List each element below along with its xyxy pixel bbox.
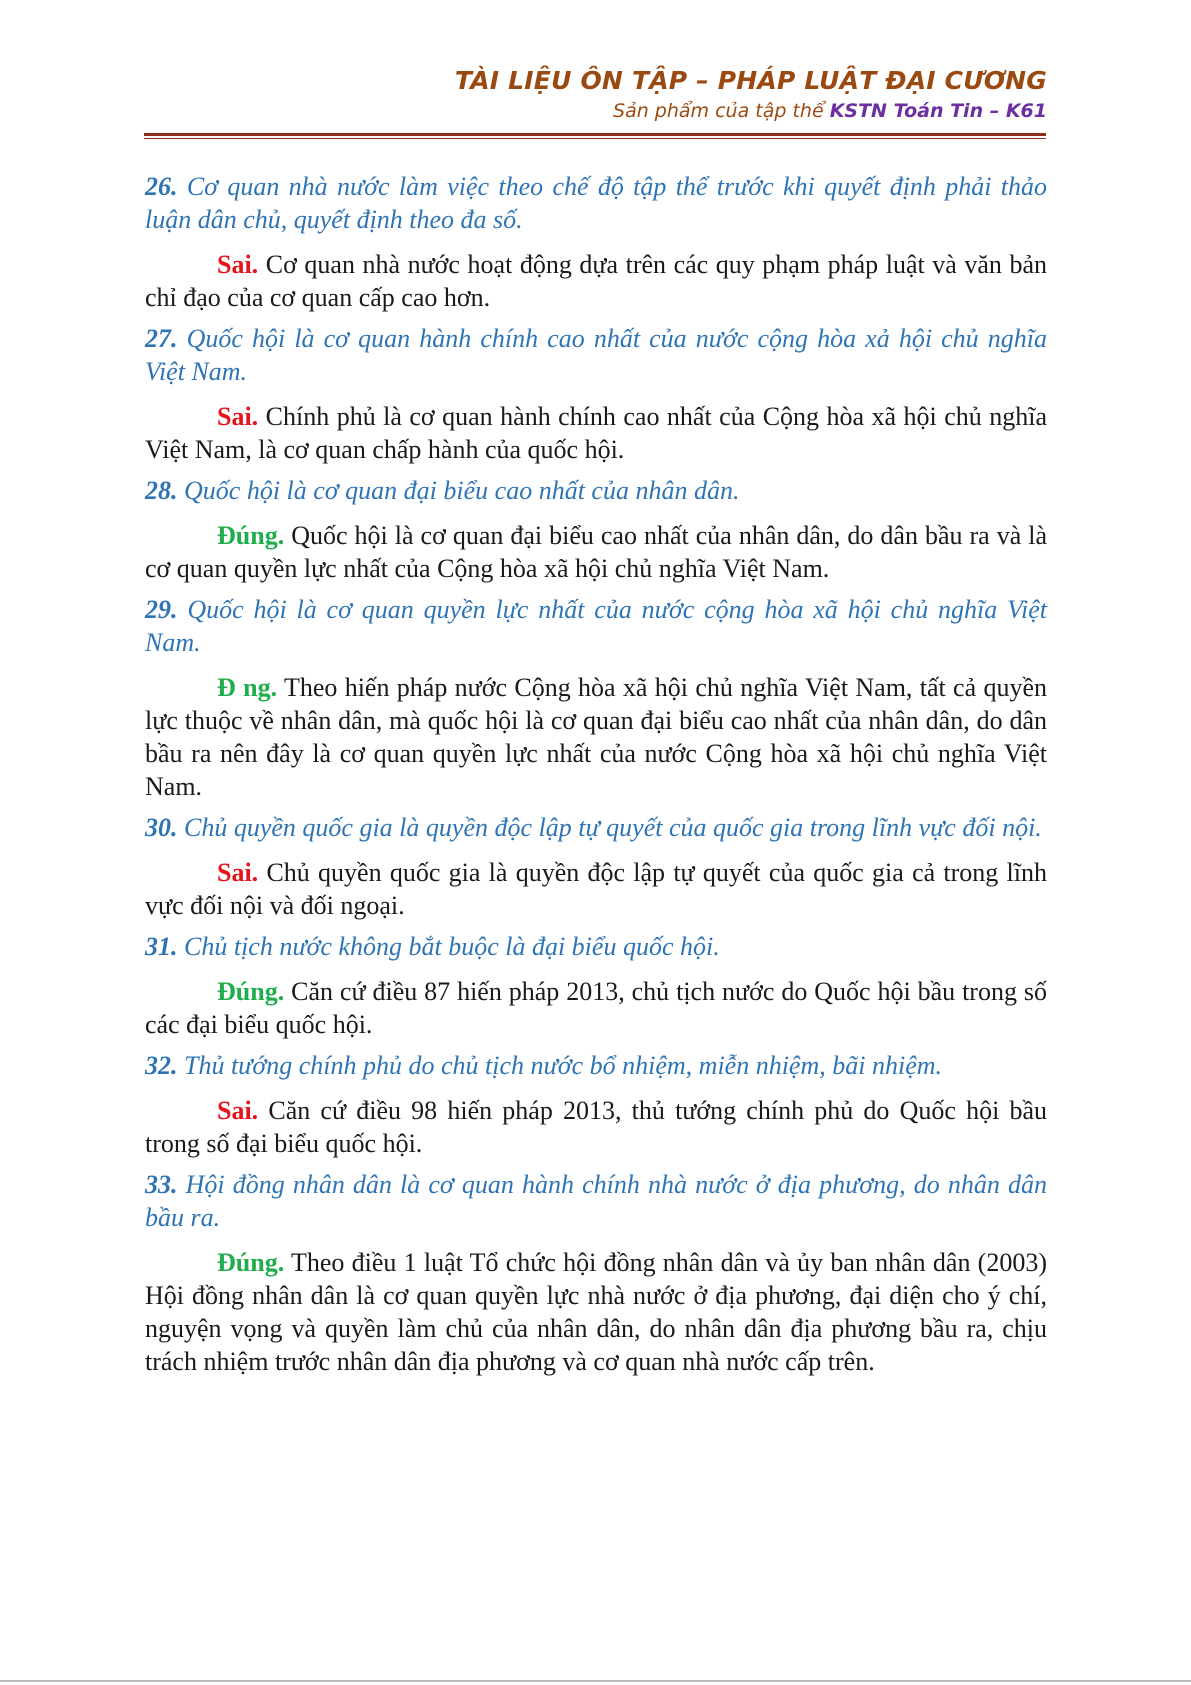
footer-line bbox=[0, 1680, 1191, 1682]
question-number: 27. bbox=[145, 324, 178, 353]
question bbox=[145, 474, 1047, 507]
answer bbox=[145, 1246, 1047, 1378]
question-number: 28. bbox=[145, 476, 178, 505]
question bbox=[145, 170, 1047, 236]
answer-text: Căn cứ điều 87 hiến pháp 2013, chủ tịch nước do Quốc hội bầu trong số các đại biểu quốc hội. bbox=[145, 977, 1047, 1039]
answer bbox=[145, 1094, 1047, 1160]
answer-text: Cơ quan nhà nước hoạt động dựa trên các quy phạm pháp luật và văn bản chỉ đạo của cơ quan cấp cao hơn. bbox=[145, 250, 1047, 312]
qa-item-33 bbox=[145, 1168, 1047, 1378]
subtitle-prefix: Sản phẩm của tập thể bbox=[613, 100, 830, 122]
qa-item-30 bbox=[145, 811, 1047, 922]
qa-item-31 bbox=[145, 930, 1047, 1041]
question-text: Quốc hội là cơ quan quyền lực nhất của nước cộng hòa xã hội chủ nghĩa Việt Nam. bbox=[145, 595, 1048, 657]
answer-text: Chủ quyền quốc gia là quyền độc lập tự quyết của quốc gia cả trong lĩnh vực đối nội và đối ngoại. bbox=[145, 858, 1047, 920]
verdict-label: Sai. bbox=[217, 1096, 259, 1125]
qa-item-28 bbox=[145, 474, 1047, 585]
answer bbox=[145, 975, 1047, 1041]
verdict-label: Sai. bbox=[217, 250, 259, 279]
question-text: Quốc hội là cơ quan hành chính cao nhất của nước cộng hòa xả hội chủ nghĩa Việt Nam. bbox=[145, 324, 1047, 386]
answer bbox=[145, 248, 1047, 314]
answer-text: Quốc hội là cơ quan đại biểu cao nhất của nhân dân, do dân bầu ra và là cơ quan quyền lực nhất của Cộng hòa xã hội chủ nghĩa Việt Nam. bbox=[145, 521, 1048, 583]
question-number: 30. bbox=[145, 813, 178, 842]
answer-text: Căn cứ điều 98 hiến pháp 2013, thủ tướng chính phủ do Quốc hội bầu trong số đại biểu quốc hội. bbox=[145, 1096, 1048, 1158]
answer-text: Theo hiến pháp nước Cộng hòa xã hội chủ nghĩa Việt Nam, tất cả quyền lực thuộc về nhân dân, mà quốc hội là cơ quan đại biểu cao nhất của nhân dân, do dân bầu ra nên đây là cơ quan quyền lực nhất của nước Cộng hòa xã hội chủ nghĩa Việt Nam. bbox=[145, 673, 1048, 801]
verdict-label: Sai. bbox=[217, 402, 259, 431]
answer bbox=[145, 856, 1047, 922]
answer bbox=[145, 400, 1047, 466]
question bbox=[145, 930, 1047, 963]
question-number: 33. bbox=[145, 1170, 178, 1199]
question bbox=[145, 1049, 1047, 1082]
question bbox=[145, 593, 1047, 659]
verdict-label: Đúng. bbox=[217, 1248, 285, 1277]
document-subtitle bbox=[455, 98, 1047, 124]
question-number: 31. bbox=[145, 932, 178, 961]
question bbox=[145, 1168, 1047, 1234]
qa-item-29 bbox=[145, 593, 1047, 803]
answer bbox=[145, 519, 1047, 585]
question-text: Quốc hội là cơ quan đại biểu cao nhất của nhân dân. bbox=[184, 476, 740, 505]
question-number: 32. bbox=[145, 1051, 178, 1080]
header-rule-thin bbox=[144, 138, 1046, 139]
answer bbox=[145, 671, 1047, 803]
answer-text: Chính phủ là cơ quan hành chính cao nhất của Cộng hòa xã hội chủ nghĩa Việt Nam, là cơ quan chấp hành của quốc hội. bbox=[145, 402, 1047, 464]
question-text: Chủ tịch nước không bắt buộc là đại biểu quốc hội. bbox=[184, 932, 720, 961]
qa-item-26 bbox=[145, 170, 1047, 314]
question bbox=[145, 322, 1047, 388]
question bbox=[145, 811, 1047, 844]
question-text: Hội đồng nhân dân là cơ quan hành chính nhà nước ở địa phương, do nhân dân bầu ra. bbox=[145, 1170, 1048, 1232]
question-number: 29. bbox=[145, 595, 178, 624]
question-list bbox=[145, 170, 1047, 1386]
verdict-label: Sai. bbox=[217, 858, 259, 887]
verdict-label: Đ ng. bbox=[217, 673, 278, 702]
page-header bbox=[455, 66, 1047, 124]
verdict-label: Đúng. bbox=[217, 977, 285, 1006]
answer-text: Theo điều 1 luật Tổ chức hội đồng nhân dân và ủy ban nhân dân (2003) Hội đồng nhân dân là cơ quan quyền lực nhà nước ở địa phương, đại diện cho ý chí, nguyện vọng và quyền làm chủ của nhân dân, do nhân dân địa phương bầu ra, chịu trách nhiệm trước nhân dân địa phương và cơ quan nhà nước cấp trên. bbox=[145, 1248, 1047, 1376]
subtitle-team: KSTN Toán Tin – K61 bbox=[829, 100, 1047, 122]
question-text: Thủ tướng chính phủ do chủ tịch nước bổ nhiệm, miễn nhiệm, bãi nhiệm. bbox=[184, 1051, 943, 1080]
qa-item-27 bbox=[145, 322, 1047, 466]
question-number: 26. bbox=[145, 172, 178, 201]
document-title: TÀI LIỆU ÔN TẬP – PHÁP LUẬT ĐẠI CƯƠNG bbox=[454, 66, 1047, 95]
verdict-label: Đúng. bbox=[217, 521, 285, 550]
question-text: Chủ quyền quốc gia là quyền độc lập tự quyết của quốc gia trong lĩnh vực đối nội. bbox=[184, 813, 1042, 842]
qa-item-32 bbox=[145, 1049, 1047, 1160]
header-rule-thick bbox=[144, 133, 1046, 136]
question-text: Cơ quan nhà nước làm việc theo chế độ tập thể trước khi quyết định phải thảo luận dân chủ, quyết định theo đa số. bbox=[145, 172, 1048, 234]
